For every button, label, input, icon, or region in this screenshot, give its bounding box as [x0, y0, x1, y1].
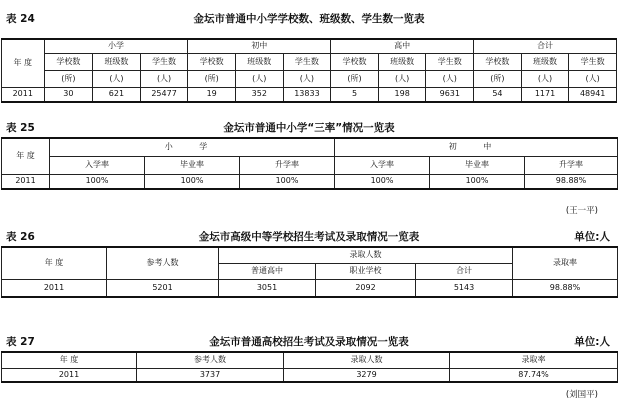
- sub-header: 入学率: [335, 156, 430, 174]
- unit-header: (人): [283, 70, 331, 87]
- sub-header: 职业学校: [316, 263, 416, 279]
- table-number: 表 24: [6, 13, 35, 25]
- unit-header: (所): [474, 70, 522, 87]
- table-title: 金坛市普通中小学“三率”情况一览表: [223, 122, 395, 134]
- data-cell: 2092: [316, 279, 416, 297]
- group-header: 初中: [188, 39, 331, 53]
- unit-header: (人): [426, 70, 474, 87]
- unit-header: (人): [93, 70, 141, 87]
- sub-header: 学校数: [331, 53, 379, 70]
- table-25-header: [0, 117, 618, 135]
- data-cell: 100%: [335, 174, 430, 189]
- group-header: 小 学: [50, 138, 335, 156]
- table-25-block: [0, 117, 618, 216]
- data-cell: 13833: [283, 87, 331, 102]
- unit-header: (人): [236, 70, 284, 87]
- table-title: 金坛市高级中等学校招生考试及录取情况一览表: [198, 231, 420, 243]
- sub-header: 班级数: [378, 53, 426, 70]
- data-cell: 621: [93, 87, 141, 102]
- data-cell: 48941: [569, 87, 617, 102]
- table-number: 表 27: [6, 336, 35, 348]
- data-cell: 2011: [2, 87, 45, 102]
- data-cell: 5201: [107, 279, 219, 297]
- table-27-header: [0, 331, 618, 349]
- data-cell: 30: [44, 87, 93, 102]
- sub-header: 毕业率: [145, 156, 240, 174]
- year-header: 年 度: [2, 138, 50, 174]
- sub-header: 学生数: [426, 53, 474, 70]
- year-header: 年 度: [2, 352, 137, 368]
- sub-header: 班级数: [521, 53, 569, 70]
- table-25: [1, 137, 618, 190]
- data-cell: 100%: [430, 174, 525, 189]
- data-cell: 100%: [50, 174, 145, 189]
- data-cell: 3737: [137, 368, 284, 382]
- sub-header: 班级数: [236, 53, 284, 70]
- table-26: [1, 246, 618, 298]
- sub-header: 班级数: [93, 53, 141, 70]
- data-cell: 3279: [284, 368, 450, 382]
- data-cell: 100%: [240, 174, 335, 189]
- sub-header: 学校数: [188, 53, 236, 70]
- sub-header: 普通高中: [219, 263, 316, 279]
- data-cell: 1171: [521, 87, 569, 102]
- table-27-block: [0, 331, 618, 400]
- data-cell: 352: [236, 87, 284, 102]
- admit-header: 录取人数: [284, 352, 450, 368]
- unit-header: (所): [188, 70, 236, 87]
- data-cell: 100%: [145, 174, 240, 189]
- data-cell: 98.88%: [513, 279, 618, 297]
- data-cell: 25477: [140, 87, 188, 102]
- exam-header: 参考人数: [107, 247, 219, 279]
- table-title: 金坛市普通中小学学校数、班级数、学生数一览表: [193, 13, 425, 25]
- unit-header: (人): [378, 70, 426, 87]
- sub-header: 学校数: [474, 53, 522, 70]
- data-cell: 54: [474, 87, 522, 102]
- sub-header: 升学率: [525, 156, 618, 174]
- table-24-header: [0, 8, 618, 26]
- exam-header: 参考人数: [137, 352, 284, 368]
- sub-header: 合计: [416, 263, 513, 279]
- table-26-block: [0, 226, 618, 298]
- unit-label: 单位:人: [574, 336, 610, 348]
- data-cell: 3051: [219, 279, 316, 297]
- data-cell: 5143: [416, 279, 513, 297]
- unit-header: (所): [44, 70, 93, 87]
- sub-header: 学校数: [44, 53, 93, 70]
- data-cell: 9631: [426, 87, 474, 102]
- table-26-header: [0, 226, 618, 244]
- table-title: 金坛市普通高校招生考试及录取情况一览表: [209, 336, 409, 348]
- data-cell: 2011: [2, 368, 137, 382]
- admit-header: 录取人数: [219, 247, 513, 263]
- table-number: 表 26: [6, 231, 35, 243]
- table-number: 表 25: [6, 122, 35, 134]
- year-header: 年 度: [2, 247, 107, 279]
- sub-header: 升学率: [240, 156, 335, 174]
- unit-label: 单位:人: [574, 231, 610, 243]
- sub-header: 入学率: [50, 156, 145, 174]
- data-cell: 2011: [2, 279, 107, 297]
- data-cell: 19: [188, 87, 236, 102]
- table-24-block: [0, 8, 618, 103]
- group-header: 高中: [331, 39, 474, 53]
- group-header: 小学: [44, 39, 188, 53]
- unit-header: (人): [521, 70, 569, 87]
- data-cell: 198: [378, 87, 426, 102]
- sub-header: 学生数: [569, 53, 617, 70]
- year-header: 年 度: [2, 39, 45, 87]
- group-header: 初 中: [335, 138, 618, 156]
- unit-header: (人): [140, 70, 188, 87]
- unit-header: (人): [569, 70, 617, 87]
- data-cell: 5: [331, 87, 379, 102]
- data-cell: 98.88%: [525, 174, 618, 189]
- sub-header: 毕业率: [430, 156, 525, 174]
- author-note: (王一平): [565, 206, 598, 216]
- author-note: (刘国平): [565, 390, 598, 400]
- unit-header: (所): [331, 70, 379, 87]
- table-27: [1, 351, 618, 383]
- sub-header: 学生数: [283, 53, 331, 70]
- data-cell: 2011: [2, 174, 50, 189]
- group-header: 合计: [474, 39, 617, 53]
- data-cell: 87.74%: [450, 368, 618, 382]
- rate-header: 录取率: [513, 247, 618, 279]
- table-24: [1, 38, 617, 103]
- rate-header: 录取率: [450, 352, 618, 368]
- sub-header: 学生数: [140, 53, 188, 70]
